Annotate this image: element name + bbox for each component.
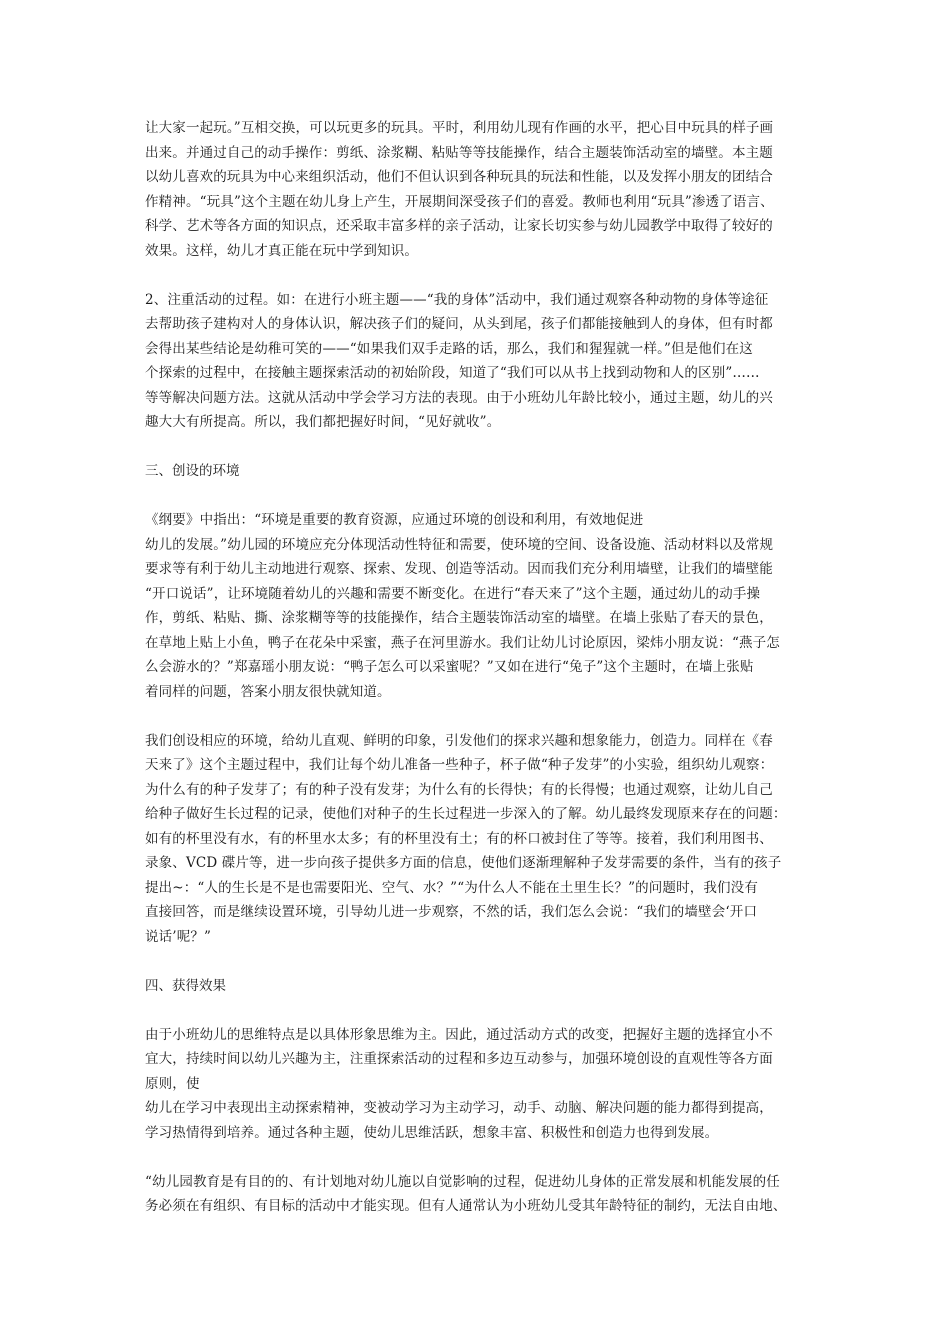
paragraph-spacer bbox=[145, 998, 810, 1023]
text-line: 幼儿在学习中表现出主动探索精神，变被动学习为主动学习，动手、动脑、解决问题的能力都得到提高， bbox=[145, 1100, 773, 1116]
paragraph-kindergarten-education bbox=[145, 1170, 810, 1219]
text-line: 要求等有利于幼儿主动地进行观察、探索、发现、创造等活动。因而我们充分利用墙壁，让我们的墙壁能 bbox=[145, 561, 773, 577]
text-line: “开口说话”，让环境随着幼儿的兴趣和需要不断变化。在进行“春天来了”这个主题，通过幼儿的动手操 bbox=[145, 585, 761, 602]
text-line: 在草地上贴上小鱼，鸭子在花朵中采蜜，燕子在河里游水。我们让幼儿讨论原因，梁炜小朋友说：“燕子怎 bbox=[145, 634, 780, 651]
text-line: 提出~：“人的生长是不是也需要阳光、空气、水？”“为什么人不能在土里生长？”的问题时，我们没有 bbox=[145, 879, 758, 896]
text-line: 直接回答，而是继续设置环境，引导幼儿进一步观察，不然的话，我们怎么会说：“我们的墙壁会‘开口 bbox=[145, 904, 758, 920]
paragraph-spacer bbox=[145, 1145, 810, 1170]
paragraph-results bbox=[145, 1023, 810, 1146]
paragraph-toys-theme bbox=[145, 116, 810, 263]
text-line: 等等解决问题方法。这就从活动中学会学习方法的表现。由于小班幼儿年龄比较小，通过主题，幼儿的兴 bbox=[145, 389, 773, 406]
text-line: 作精神。“玩具”这个主题在幼儿身上产生，开展期间深受孩子们的喜爱。教师也利用“玩具”渗透了语言、 bbox=[145, 193, 774, 210]
text-line: 幼儿的发展。”幼儿园的环境应充分体现活动性特征和需要，使环境的空间、设备设施、活动材料以及常规 bbox=[145, 536, 774, 553]
text-line: 原则，使 bbox=[145, 1075, 200, 1092]
text-line: 《纲要》中指出：“环境是重要的教育资源，应通过环境的创设和利用，有效地促进 bbox=[145, 512, 644, 528]
text-line: 说话’呢？” bbox=[145, 928, 212, 945]
text-line: 学习热情得到培养。通过各种主题，使幼儿思维活跃，想象丰富、积极性和创造力也得到发展。 bbox=[145, 1124, 719, 1141]
text-line: 以幼儿喜欢的玩具为中心来组织活动，他们不但认识到各种玩具的玩法和性能，以及发挥小朋友的团结合 bbox=[145, 169, 773, 185]
text-line: 作，剪纸、粘贴、撕、涂浆糊等等的技能操作，结合主题装饰活动室的墙壁。在墙上张贴了春天的景色， bbox=[145, 610, 773, 626]
text-line: 天来了》这个主题过程中，我们让每个幼儿准备一些种子，杯子做“种子发芽”的小实验，组织幼儿观察： bbox=[145, 757, 774, 773]
text-line: 如有的杯里没有水，有的杯里水太多；有的杯里没有土；有的杯口被封住了等等。接着，我们利用图书、 bbox=[145, 830, 773, 847]
text-line: 么会游水的？”郑嘉瑶小朋友说：“鸭子怎么可以采蜜呢？”又如在进行“兔子”这个主题时，在墙上张贴 bbox=[145, 659, 754, 675]
paragraph-environment-creation bbox=[145, 508, 810, 704]
text-line: 出来。并通过自己的动手操作：剪纸、涂浆糊、粘贴等等技能操作，结合主题装饰活动室的墙壁。本主题 bbox=[145, 144, 773, 161]
text-line: 个探索的过程中，在接触主题探索活动的初始阶段，知道了“我们可以从书上找到动物和人的区别”…… bbox=[145, 365, 760, 381]
section-heading-environment: 三、创设的环境 bbox=[145, 463, 240, 479]
text-line: 由于小班幼儿的思维特点是以具体形象思维为主。因此，通过活动方式的改变，把握好主题的选择宜小不 bbox=[145, 1026, 773, 1043]
text-line: 让大家一起玩。”互相交换，可以玩更多的玩具。平时，利用幼儿现有作画的水平，把心目中玩具的样子画 bbox=[145, 120, 774, 136]
section-heading-results: 四、获得效果 bbox=[145, 977, 226, 994]
text-line: “幼儿园教育是有目的的、有计划地对幼儿施以自觉影响的过程，促进幼儿身体的正常发展和机能发展的任 bbox=[145, 1173, 780, 1190]
text-line: 我们创设相应的环境，给幼儿直观、鲜明的印象，引发他们的探求兴趣和想象能力，创造力。同样在《春 bbox=[145, 732, 773, 749]
text-line: 给种子做好生长过程的记录，使他们对种子的生长过程进一步深入的了解。幼儿最终发现原来存在的问题： bbox=[145, 806, 787, 822]
paragraph-activity-process bbox=[145, 288, 810, 435]
text-line: 着同样的问题，答案小朋友很快就知道。 bbox=[145, 683, 391, 700]
paragraph-spacer bbox=[145, 704, 810, 729]
paragraph-spacer bbox=[145, 949, 810, 974]
text-line: 务必须在有组织、有目标的活动中才能实现。但有人通常认为小班幼儿受其年龄特征的制约，无法自由地、 bbox=[145, 1198, 787, 1214]
paragraph-seed-experiment bbox=[145, 729, 810, 950]
text-line: 科学、艺术等各方面的知识点，还采取丰富多样的亲子活动，让家长切实参与幼儿园教学中取得了较好的 bbox=[145, 218, 773, 234]
paragraph-spacer bbox=[145, 484, 810, 509]
text-line: 录象、VCD 碟片等，进一步向孩子提供多方面的信息，使他们逐渐理解种子发芽需要的条件，当有的孩子 bbox=[145, 855, 782, 871]
document-page bbox=[145, 116, 810, 1219]
text-line: 为什么有的种子发芽了；有的种子没有发芽；为什么有的长得快；有的长得慢；也通过观察，让幼儿自己 bbox=[145, 781, 773, 798]
text-line: 去帮助孩子建构对人的身体认识，解决孩子们的疑问，从头到尾，孩子们都能接触到人的身体，但有时都 bbox=[145, 316, 773, 332]
text-line: 2、注重活动的过程。如：在进行小班主题——“我的身体”活动中，我们通过观察各种动物的身体等途征 bbox=[145, 291, 769, 308]
text-line: 效果。这样，幼儿才真正能在玩中学到知识。 bbox=[145, 242, 418, 259]
text-line: 会得出某些结论是幼稚可笑的——“如果我们双手走路的话，那么，我们和猩猩就一样。”但是他们在这 bbox=[145, 340, 753, 357]
text-line: 宜大，持续时间以幼儿兴趣为主，注重探索活动的过程和多边互动参与，加强环境创设的直观性等各方面 bbox=[145, 1051, 773, 1067]
text-line: 趣大大有所提高。所以，我们都把握好时间，“见好就收”。 bbox=[145, 414, 501, 430]
paragraph-spacer bbox=[145, 435, 810, 460]
paragraph-spacer bbox=[145, 263, 810, 288]
